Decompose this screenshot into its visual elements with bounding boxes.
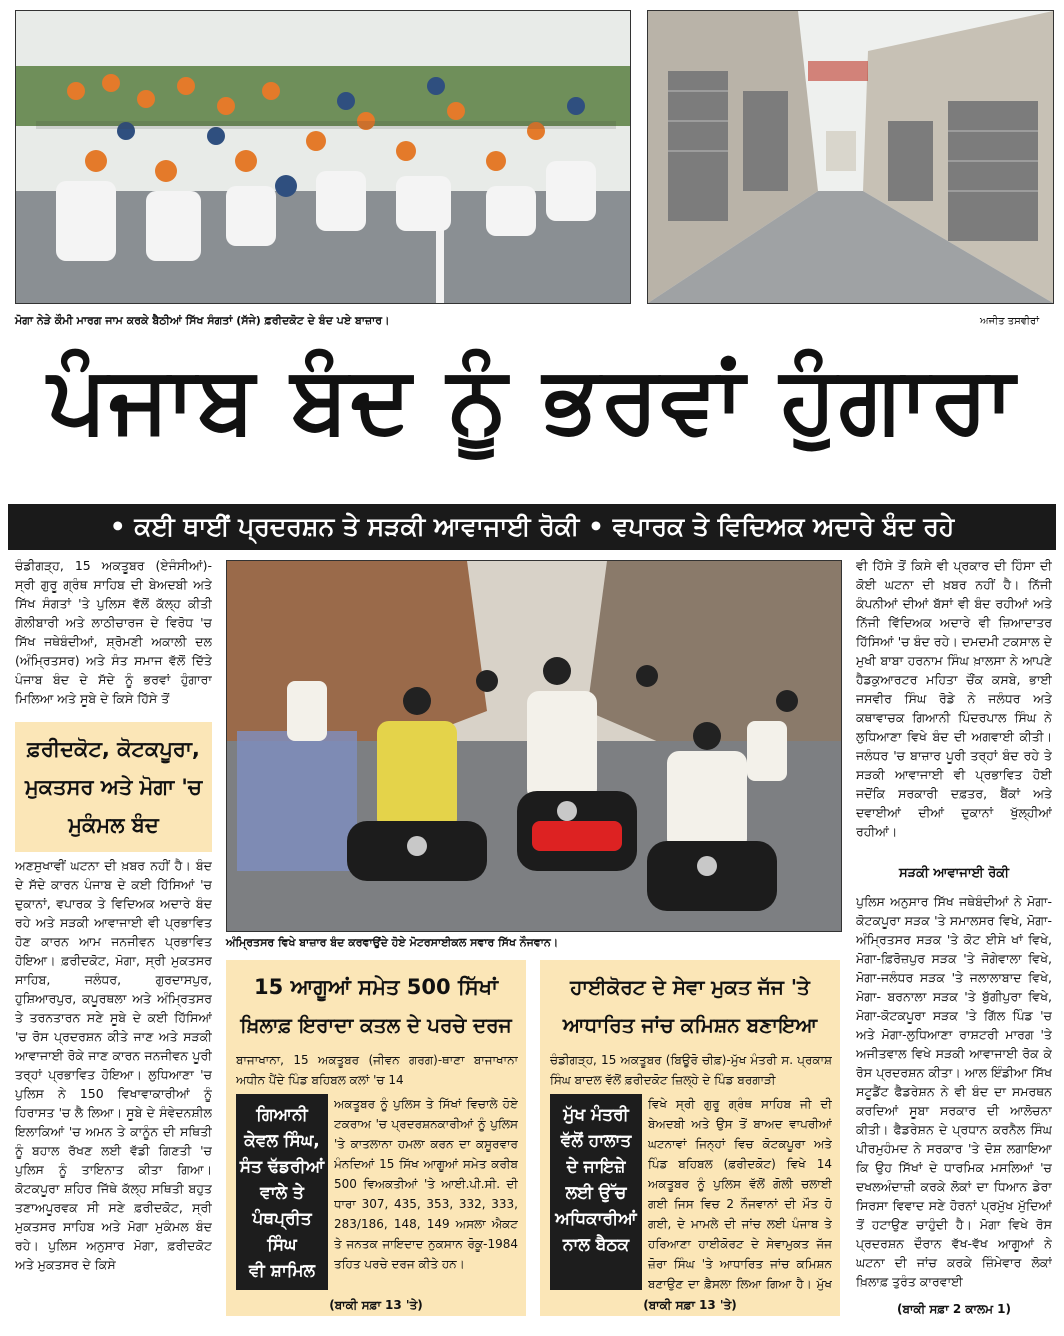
story-right-body bbox=[648, 1094, 832, 1294]
dark-box-line-2: ਵੱਲੋਂ ਹਾਲਾਤ bbox=[560, 1131, 632, 1151]
photo-motorcycle-rally bbox=[226, 560, 842, 932]
story-left-title-1: 15 ਆਗੂਆਂ ਸਮੇਤ 500 ਸਿੱਖਾਂ bbox=[254, 975, 498, 999]
closed-bazaar-illustration bbox=[648, 11, 1053, 303]
dark-box-line-5: ਪੰਥਪ੍ਰੀਤ ਸਿੰਘ bbox=[252, 1209, 312, 1255]
story-right-body-text: ਵਿਖੇ ਸ੍ਰੀ ਗੁਰੂ ਗ੍ਰੰਥ ਸਾਹਿਬ ਜੀ ਦੀ ਬੇਅਦਬੀ ਅਤੇ ਉਸ ਤੋਂ ਬਾਅਦ ਵਾਪਰੀਆਂ ਘਟਨਾਵਾਂ ਜਿਨ੍ਹਾਂ ਵਿਚ ਕੋਟਕਪੂਰਾ ਅਤੇ ਪਿੰਡ ਬਹਿਬਲ (ਫ਼ਰੀਦਕੋਟ) ਵਿਖੇ 14 ਅਕਤੂਬਰ ਨੂੰ ਪੁਲਿਸ ਵੱਲੋਂ ਗੋਲੀ ਚਲਾਈ ਗਈ ਜਿਸ ਵਿਚ 2 ਨੌਜਵਾਨਾਂ ਦੀ ਮੌਤ ਹੋ ਗਈ, ਦੇ ਮਾਮਲੇ ਦੀ ਜਾਂਚ ਲਈ ਪੰਜਾਬ ਤੇ ਹਰਿਆਣਾ ਹਾਈਕੋਰਟ ਦੇ ਸੇਵਾਮੁਕਤ ਜੱਜ ਜ਼ੋਰਾ ਸਿੰਘ 'ਤੇ ਆਧਾਰਿਤ ਜਾਂਚ ਕਮਿਸ਼ਨ ਬਣਾਉਣ ਦਾ ਫ਼ੈਸਲਾ ਲਿਆ ਗਿਆ ਹੈ। ਮੁੱਖ bbox=[648, 1097, 832, 1291]
left-column-body bbox=[15, 856, 212, 1324]
dark-box-line-4: ਵਾਲੇ ਤੇ bbox=[260, 1183, 304, 1203]
story-left-intro-text: ਬਾਜਾਖਾਨਾ, 15 ਅਕਤੂਬਰ (ਜੀਵਨ ਗਰਗ)-ਥਾਣਾ ਬਾਜਾਖਾਨਾ ਅਧੀਨ ਪੈਂਦੇ ਪਿੰਡ ਬਹਿਬਲ ਕਲਾਂ 'ਚ 14 bbox=[236, 1053, 518, 1087]
caption-middle-photo: ਅੰਮ੍ਰਿਤਸਰ ਵਿਖੇ ਬਾਜ਼ਾਰ ਬੰਦ ਕਰਵਾਉਂਦੇ ਹੋਏ ਮੋਟਰਸਾਈਕਲ ਸਵਾਰ ਸਿੱਖ ਨੌਜਵਾਨ। bbox=[226, 936, 559, 949]
story-right-intro-text: ਚੰਡੀਗੜ੍ਹ, 15 ਅਕਤੂਬਰ (ਬਿਊਰੋ ਚੀਫ਼)-ਮੁੱਖ ਮੰਤਰੀ ਸ. ਪ੍ਰਕਾਸ਼ ਸਿੰਘ ਬਾਦਲ ਵੱਲੋਂ ਫ਼ਰੀਦਕੋਟ ਜ਼ਿਲ੍ਹੇ ਦੇ ਪਿੰਡ ਬਰਗਾੜੀ bbox=[550, 1053, 832, 1087]
right-column-continued: (ਬਾਕੀ ਸਫ਼ਾ 2 ਕਾਲਮ 1) bbox=[896, 1302, 1011, 1316]
motorcycle-rally-illustration bbox=[227, 561, 841, 931]
photo-credit: ਅਜੀਤ ਤਸਵੀਰਾਂ bbox=[980, 316, 1040, 327]
photo-protest-road bbox=[15, 10, 631, 304]
dark-box-line-2: ਕੇਵਲ ਸਿੰਘ, bbox=[244, 1131, 320, 1151]
dark-box-line-6: ਨਾਲ ਬੈਠਕ bbox=[562, 1235, 630, 1255]
story-left-title-2: ਖ਼ਿਲਾਫ਼ ਇਰਾਦਾ ਕਤਲ ਦੇ ਪਰਚੇ ਦਰਜ bbox=[240, 1013, 512, 1037]
right-section-title: ਸੜਕੀ ਆਵਾਜਾਈ ਰੋਕੀ bbox=[898, 866, 1010, 881]
strapline-bar: • ਕਈ ਥਾਈਂ ਪ੍ਰਦਰਸ਼ਨ ਤੇ ਸੜਕੀ ਆਵਾਜਾਈ ਰੋਕੀ • ਵਪਾਰਕ ਤੇ ਵਿਦਿਅਕ ਅਦਾਰੇ ਬੰਦ ਰਹੇ bbox=[8, 504, 1056, 550]
dark-box-line-1: ਗਿਆਨੀ bbox=[256, 1105, 308, 1125]
story-right-title-1: ਹਾਈਕੋਰਟ ਦੇ ਸੇਵਾ ਮੁਕਤ ਜੱਜ 'ਤੇ bbox=[570, 975, 810, 999]
dark-box-line-3: ਦੇ ਜਾਇਜ਼ੇ bbox=[566, 1157, 626, 1177]
left-column-intro bbox=[15, 556, 212, 720]
right-column-para2 bbox=[856, 892, 1052, 1298]
story-left-body-text: ਅਕਤੂਬਰ ਨੂੰ ਪੁਲਿਸ ਤੇ ਸਿੱਖਾਂ ਵਿਚਾਲੇ ਹੋਏ ਟਕਰਾਅ 'ਚ ਪ੍ਰਦਰਸ਼ਨਕਾਰੀਆਂ ਨੂੰ ਪੁਲਿਸ 'ਤੇ ਕਾਤਲਾਨਾ ਹਮਲਾ ਕਰਨ ਦਾ ਕਸੂਰਵਾਰ ਮੰਨਦਿਆਂ 15 ਸਿੱਖ ਆਗੂਆਂ ਸਮੇਤ ਕਰੀਬ 500 ਵਿਅਕਤੀਆਂ 'ਤੇ ਆਈ.ਪੀ.ਸੀ. ਦੀ ਧਾਰਾ 307, 435, 353, 332, 333, 283/186, 148, 149 ਅਸਲਾ ਐਕਟ ਤੇ ਜਨਤਕ ਜਾਇਦਾਦ ਨੁਕਸਾਨ ਰੋਕੂ-1984 ਤਹਿਤ ਪਰਚੇ ਦਰਜ ਕੀਤੇ ਹਨ। bbox=[334, 1097, 518, 1271]
main-headline: ਪੰਜਾਬ ਬੰਦ ਨੂੰ ਭਰਵਾਂ ਹੁੰਗਾਰਾ bbox=[47, 346, 1017, 453]
photo-closed-bazaar bbox=[647, 10, 1054, 304]
right-para1-text: ਵੀ ਹਿੱਸੇ ਤੋਂ ਕਿਸੇ ਵੀ ਪ੍ਰਕਾਰ ਦੀ ਹਿੰਸਾ ਦੀ ਕੋਈ ਘਟਨਾ ਦੀ ਖ਼ਬਰ ਨਹੀਂ ਹੈ। ਨਿੱਜੀ ਕੰਪਨੀਆਂ ਦੀਆਂ ਬੱਸਾਂ ਵੀ ਬੰਦ ਰਹੀਆਂ ਅਤੇ ਨਿੱਜੀ ਵਿੱਦਿਅਕ ਅਦਾਰੇ ਵੀ ਜ਼ਿਆਦਾਤਰ ਹਿੱਸਿਆਂ 'ਚ ਬੰਦ ਰਹੇ। ਦਮਦਮੀ ਟਕਸਾਲ ਦੇ ਮੁਖੀ ਬਾਬਾ ਹਰਨਾਮ ਸਿੰਘ ਖ਼ਾਲਸਾ ਨੇ ਆਪਣੇ ਹੈਡਕੁਆਰਟਰ ਮਹਿਤਾ ਚੌਂਕ ਕਸਬੇ, ਭਾਈ ਜਸਵੀਰ ਸਿੰਘ ਰੋਡੇ ਨੇ ਜਲੰਧਰ ਅਤੇ ਕਥਾਵਾਚਕ ਗਿਆਨੀ ਪਿੰਦਰਪਾਲ ਸਿੰਘ ਨੇ ਲੁਧਿਆਣਾ ਵਿਖੇ ਬੰਦ ਦੀ ਅਗਵਾਈ ਕੀਤੀ। ਜਲੰਧਰ 'ਚ ਬਾਜ਼ਾਰ ਪੂਰੀ ਤਰ੍ਹਾਂ ਬੰਦ ਰਹੇ ਤੇ ਸੜਕੀ ਆਵਾਜਾਈ ਵੀ ਪ੍ਰਭਾਵਿਤ ਹੋਈ ਜਦੋਂਕਿ ਸਰਕਾਰੀ ਦਫ਼ਤਰ, ਬੈਂਕਾਂ ਅਤੇ ਦਵਾਈਆਂ ਦੀਆਂ ਦੁਕਾਨਾਂ ਖੁੱਲ੍ਹੀਆਂ ਰਹੀਆਂ। bbox=[856, 558, 1052, 839]
right-para2-text: ਪੁਲਿਸ ਅਨੁਸਾਰ ਸਿੱਖ ਜਥੇਬੰਦੀਆਂ ਨੇ ਮੋਗਾ-ਕੋਟਕਪੂਰਾ ਸੜਕ 'ਤੇ ਸਮਾਲਸਰ ਵਿਖੇ, ਮੋਗਾ-ਅੰਮ੍ਰਿਤਸਰ ਸੜਕ 'ਤੇ ਕੋਟ ਈਸੇ ਖਾਂ ਵਿਖੇ, ਮੋਗਾ-ਫ਼ਿਰੋਜ਼ਪੁਰ ਸੜਕ 'ਤੇ ਜੋਗੇਵਾਲਾ ਵਿਖੇ, ਮੋਗਾ-ਜਲੰਧਰ ਸੜਕ 'ਤੇ ਜਲਾਲਾਬਾਦ ਵਿਖੇ, ਮੋਗਾ- ਬਰਨਾਲਾ ਸੜਕ 'ਤੇ ਬੁੱਗੀਪੁਰਾ ਵਿਖੇ, ਮੋਗਾ-ਕੋਟਕਪੂਰਾ ਸੜਕ 'ਤੇ ਗਿੱਲ ਪਿੰਡ 'ਚ ਅਤੇ ਮੋਗਾ-ਲੁਧਿਆਣਾ ਰਾਸ਼ਟਰੀ ਮਾਰਗ 'ਤੇ ਅਜੀਤਵਾਲ ਵਿਖੇ ਸੜਕੀ ਆਵਾਜਾਈ ਰੋਕ ਕੇ ਰੋਸ ਪ੍ਰਦਰਸ਼ਨ ਕੀਤਾ। ਆਲ ਇੰਡੀਆ ਸਿੱਖ ਸਟੂਡੈਂਟ ਫੈਡਰੇਸ਼ਨ ਨੇ ਵੀ ਬੰਦ ਦਾ ਸਮਰਥਨ ਕਰਦਿਆਂ ਸੂਬਾ ਸਰਕਾਰ ਦੀ ਆਲੋਚਨਾ ਕੀਤੀ। ਫੈਡਰੇਸ਼ਨ ਦੇ ਪ੍ਰਧਾਨ ਕਰਨੈਲ ਸਿੰਘ ਪੀਰਮੁਹੰਮਦ ਨੇ ਸਰਕਾਰ 'ਤੇ ਦੋਸ਼ ਲਗਾਇਆ ਕਿ ਉਹ ਸਿੱਖਾਂ ਦੇ ਧਾਰਮਿਕ ਮਸਲਿਆਂ 'ਚ ਦਖਲਅੰਦਾਜ਼ੀ ਕਰਕੇ ਲੋਕਾਂ ਦਾ ਧਿਆਨ ਡੇਰਾ ਸਿਰਸਾ ਵਿਵਾਦ ਸਣੇ ਹੋਰਨਾਂ ਪ੍ਰਮੁੱਖ ਮੁੱਦਿਆਂ ਤੋਂ ਹਟਾਉਣ ਚਾਹੁੰਦੀ ਹੈ। ਮੋਗਾ ਵਿਖੇ ਰੋਸ ਪ੍ਰਦਰਸ਼ਨ ਦੌਰਾਨ ਵੱਖ-ਵੱਖ ਆਗੂਆਂ ਨੇ ਘਟਨਾ ਦੀ ਜਾਂਚ ਕਰਕੇ ਜ਼ਿੰਮੇਵਾਰ ਲੋਕਾਂ ਖ਼ਿਲਾਫ਼ ਤੁਰੰਤ ਕਾਰਵਾਈ bbox=[856, 894, 1052, 1289]
dark-box-line-1: ਮੁੱਖ ਮੰਤਰੀ bbox=[563, 1105, 629, 1125]
story-left-continued: (ਬਾਕੀ ਸਫ਼ਾ 13 'ਤੇ) bbox=[329, 1298, 423, 1312]
dark-box-line-4: ਲਈ ਉੱਚ bbox=[565, 1183, 627, 1203]
dark-box-line-5: ਅਧਿਕਾਰੀਆਂ bbox=[555, 1209, 637, 1229]
story-left-body bbox=[334, 1094, 518, 1294]
left-box-title: ਫ਼ਰੀਦਕੋਟ, ਕੋਟਕਪੂਰਾ, ਮੁਕਤਸਰ ਅਤੇ ਮੋਗਾ 'ਚ ਮੁਕੰਮਲ ਬੰਦ bbox=[24, 737, 203, 837]
dark-box-line-3: ਸੰਤ ਢੱਡਰੀਆਂ bbox=[239, 1157, 325, 1177]
caption-top-photos: ਮੋਗਾ ਨੇੜੇ ਕੌਮੀ ਮਾਰਗ ਜਾਮ ਕਰਕੇ ਬੈਠੀਆਂ ਸਿੱਖ ਸੰਗਤਾਂ (ਸੱਜੇ) ਫ਼ਰੀਦਕੋਟ ਦੇ ਬੰਦ ਪਏ ਬਾਜ਼ਾਰ। bbox=[15, 314, 390, 327]
story-right-intro bbox=[550, 1050, 832, 1090]
left-body-text: ਅਣਸੁਖਾਵੀਂ ਘਟਨਾ ਦੀ ਖ਼ਬਰ ਨਹੀਂ ਹੈ। ਬੰਦ ਦੇ ਸੱਦੇ ਕਾਰਨ ਪੰਜਾਬ ਦੇ ਕਈ ਹਿੱਸਿਆਂ 'ਚ ਦੁਕਾਨਾਂ, ਵਪਾਰਕ ਤੇ ਵਿਦਿਅਕ ਅਦਾਰੇ ਬੰਦ ਰਹੇ ਅਤੇ ਸੜਕੀ ਆਵਾਜਾਈ ਵੀ ਪ੍ਰਭਾਵਿਤ ਹੋਣ ਕਾਰਨ ਆਮ ਜਨਜੀਵਨ ਪ੍ਰਭਾਵਿਤ ਹੋਇਆ। ਫ਼ਰੀਦਕੋਟ, ਮੋਗਾ, ਸ੍ਰੀ ਮੁਕਤਸਰ ਸਾਹਿਬ, ਜਲੰਧਰ, ਗੁਰਦਾਸਪੁਰ, ਹੁਸ਼ਿਆਰਪੁਰ, ਕਪੂਰਥਲਾ ਅਤੇ ਅੰਮ੍ਰਿਤਸਰ ਤੇ ਤਰਨਤਾਰਨ ਸਣੇ ਸੂਬੇ ਦੇ ਕਈ ਹਿੱਸਿਆਂ 'ਚ ਰੋਸ ਪ੍ਰਦਰਸ਼ਨ ਕੀਤੇ ਜਾਣ ਅਤੇ ਸੜਕੀ ਆਵਾਜਾਈ ਰੋਕੇ ਜਾਣ ਕਾਰਨ ਜਨਜੀਵਨ ਪੂਰੀ ਤਰ੍ਹਾਂ ਪ੍ਰਭਾਵਿਤ ਹੋਇਆ। ਲੁਧਿਆਣਾ 'ਚ ਪੁਲਿਸ ਨੇ 150 ਵਿਖਾਵਾਕਾਰੀਆਂ ਨੂੰ ਹਿਰਾਸਤ 'ਚ ਲੈ ਲਿਆ। ਸੂਬੇ ਦੇ ਸੰਵੇਦਨਸ਼ੀਲ ਇਲਾਕਿਆਂ 'ਚ ਅਮਨ ਤੇ ਕਾਨੂੰਨ ਦੀ ਸਥਿਤੀ ਨੂੰ ਬਹਾਲ ਰੱਖਣ ਲਈ ਵੱਡੀ ਗਿਣਤੀ 'ਚ ਪੁਲਿਸ ਨੂੰ ਤਾਇਨਾਤ ਕੀਤਾ ਗਿਆ। ਕੋਟਕਪੂਰਾ ਸ਼ਹਿਰ ਜਿੱਥੇ ਕੱਲ੍ਹ ਸਥਿਤੀ ਬਹੁਤ ਤਣਾਅਪੂਰਵਕ ਸੀ ਸਣੇ ਫ਼ਰੀਦਕੋਟ, ਸ੍ਰੀ ਮੁਕਤਸਰ ਸਾਹਿਬ ਅਤੇ ਮੋਗਾ ਮੁਕੰਮਲ ਬੰਦ ਰਹੇ। ਪੁਲਿਸ ਅਨੁਸਾਰ ਮੋਗਾ, ਫ਼ਰੀਦਕੋਟ ਅਤੇ ਮੁਕਤਸਰ ਦੇ ਕਿਸੇ bbox=[15, 858, 212, 1272]
story-left-dark-box bbox=[236, 1094, 328, 1290]
story-left-intro bbox=[236, 1050, 518, 1090]
story-right-continued: (ਬਾਕੀ ਸਫ਼ਾ 13 'ਤੇ) bbox=[643, 1298, 737, 1312]
left-intro-text: ਚੰਡੀਗੜ੍ਹ, 15 ਅਕਤੂਬਰ (ਏਜੰਸੀਆਂ)- ਸ੍ਰੀ ਗੁਰੂ ਗ੍ਰੰਥ ਸਾਹਿਬ ਦੀ ਬੇਅਦਬੀ ਅਤੇ ਸਿੱਖ ਸੰਗਤਾਂ 'ਤੇ ਪੁਲਿਸ ਵੱਲੋਂ ਕੱਲ੍ਹ ਕੀਤੀ ਗੋਲੀਬਾਰੀ ਅਤੇ ਲਾਠੀਚਾਰਜ ਦੇ ਵਿਰੋਧ 'ਚ ਸਿੱਖ ਜਥੇਬੰਦੀਆਂ, ਸ਼੍ਰੋਮਣੀ ਅਕਾਲੀ ਦਲ (ਅੰਮ੍ਰਿਤਸਰ) ਅਤੇ ਸੰਤ ਸਮਾਜ ਵੱਲੋਂ ਦਿੱਤੇ ਪੰਜਾਬ ਬੰਦ ਦੇ ਸੱਦੇ ਨੂੰ ਭਰਵਾਂ ਹੁੰਗਾਰਾ ਮਿਲਿਆ ਅਤੇ ਸੂਬੇ ਦੇ ਕਿਸੇ ਹਿੱਸੇ ਤੋਂ bbox=[15, 558, 212, 706]
protest-road-illustration bbox=[16, 11, 630, 303]
right-column-para1 bbox=[856, 556, 1052, 858]
left-highlight-box bbox=[15, 722, 212, 852]
dark-box-line-6: ਵੀ ਸ਼ਾਮਿਲ bbox=[248, 1261, 315, 1281]
story-right-dark-box bbox=[550, 1094, 642, 1290]
story-right-title-2: ਆਧਾਰਿਤ ਜਾਂਚ ਕਮਿਸ਼ਨ ਬਣਾਇਆ bbox=[562, 1013, 818, 1037]
